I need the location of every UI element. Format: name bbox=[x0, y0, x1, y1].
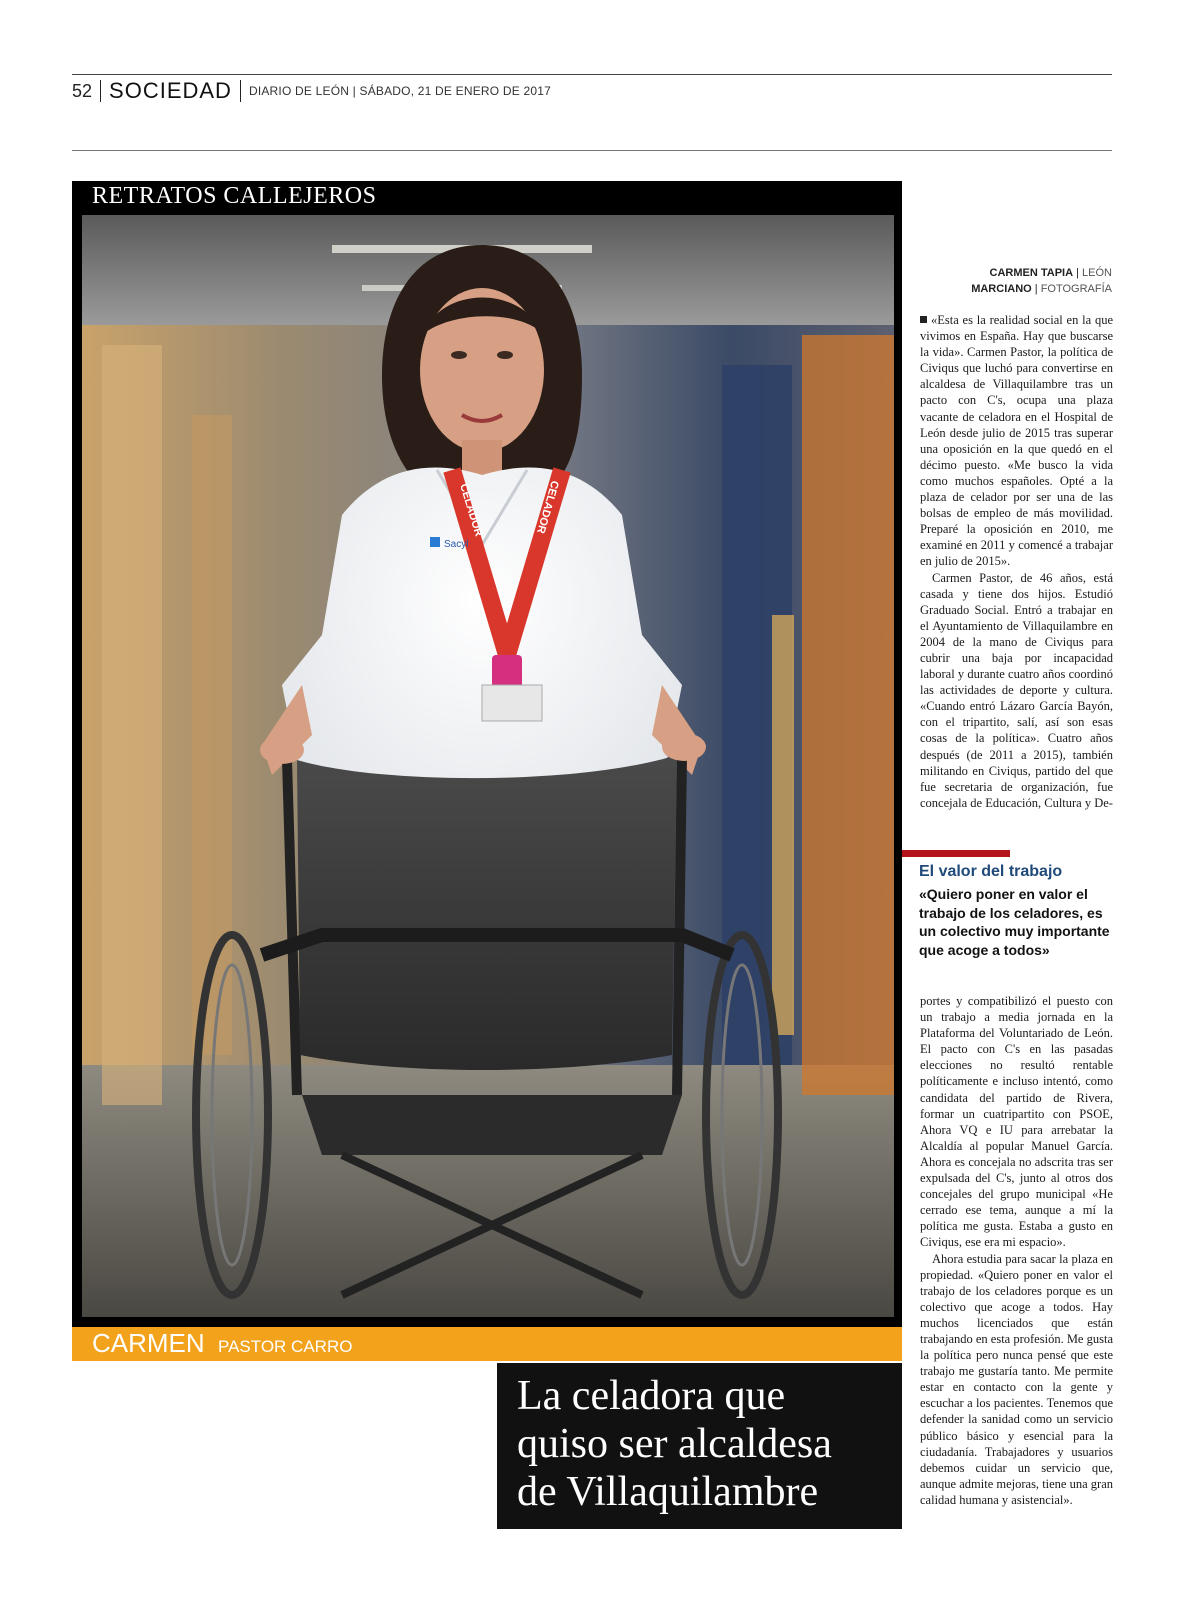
photographer-role: FOTOGRAFÍA bbox=[1040, 283, 1112, 295]
photographer-name: MARCIANO bbox=[971, 283, 1032, 295]
page-number: 52 bbox=[72, 80, 93, 101]
subject-first-name: CARMEN bbox=[92, 1328, 205, 1358]
headline-line-1: La celadora que bbox=[517, 1373, 786, 1419]
portrait-photo-illustration bbox=[82, 215, 894, 1317]
pull-quote-title: El valor del trabajo bbox=[919, 863, 1063, 880]
body-paragraph: portes y compatibilizó el puesto con un trabajo a media jornada en la Plataforma del Voluntariado de León. El pacto con C's en las pasadas elecciones no resultó rentable políticamente e incluso intentó, como candidata del partido de Rivera, formar un cuatripartito con PSOE, Ahora VQ e IU para arrebatar la Alcaldía al popular Manuel García. Ahora es concejala no adscrita tras ser expulsada del C's, junto al otros dos concejales del grupo municipal «He cerrado ese tema, aunque a mí la política me gusta. Estaba a gusto en Civiqus, ese era mi espacio». bbox=[920, 994, 1113, 1250]
lanyard-text-right: CELADOR bbox=[534, 479, 561, 535]
byline: CARMEN TAPIA | LEÓN MARCIANO | FOTOGRAFÍA bbox=[971, 267, 1112, 295]
pull-quote-rule bbox=[902, 850, 1010, 857]
paragraph-start-square-icon bbox=[920, 316, 927, 323]
body-paragraph: Ahora estudia para sacar la plaza en propiedad. «Quiero poner en valor el trabajo de los celadores porque es un colectivo que acoge a todos. Hay muchos licenciados que están trabajando en esta profesión. Me gusta la política pero nunca pensé que este trabajo me gustaría tanto. Me permite estar en contacto con la gente y escuchar a los pacientes. Tenemos que defender la sanidad como un servicio público básico y esencial para la ciudadanía. Trabajadores y usuarios debemos cuidar un servicio que, aunque admite mejoras, tiene una gran calidad humana y asistencial». bbox=[920, 1251, 1113, 1507]
body-paragraph: Carmen Pastor, de 46 años, está casada y tiene dos hijos. Estudió Graduado Social. Entró a trabajar en el Ayuntamiento de Villaquilambre en 2004 de la mano de Civiqus para cubrir una baja por incapacidad laboral y durante cuatro años coordinó las actividades de deporte y cultura. «Cuando entró Lázaro García Bayón, con el tripartito, salí, así son esas cosas de la política». Cuatro años después (de 2011 a 2015), también militando en Civiqus, partido del que fue secretaria de organización, fue concejala de Educación, Cultura y De- bbox=[920, 570, 1113, 810]
article-body-part-1 bbox=[920, 312, 1113, 811]
author-place: LEÓN bbox=[1082, 267, 1112, 279]
article-body-part-2 bbox=[920, 993, 1113, 1508]
page-header bbox=[72, 78, 551, 104]
author-name: CARMEN TAPIA bbox=[989, 267, 1074, 279]
publication-meta: DIARIO DE LEÓN | SÁBADO, 21 DE ENERO DE 2017 bbox=[248, 84, 551, 98]
subject-surnames: PASTOR CARRO bbox=[218, 1337, 353, 1356]
uniform-logo-text: Sacyl bbox=[444, 539, 469, 550]
lanyard-text-left: CELADOR bbox=[457, 482, 485, 538]
headline-line-2: quiso ser alcaldesa bbox=[517, 1421, 832, 1467]
photo-series-title: RETRATOS CALLEJEROS bbox=[92, 183, 377, 209]
header-divider bbox=[100, 80, 101, 102]
body-paragraph-text: «Esta es la realidad social en la que vivimos en España. Hay que buscarse la vida». Carmen Pastor, la política de Civiqus que luchó para convertirse en alcaldesa de Villaquilambre tras un pacto con C's, ocupa una plaza vacante de celadora en el Hospital de León desde julio de 2015 tras superar una oposición en la que quedó en el décimo puesto. «Me busco la vida como muchos españoles. Opté a la plaza de celador por ser una de las bolsas de empleo de más movilidad. Preparé la oposición en 2010, me examiné en 2011 y comencé a trabajar en julio de 2015». bbox=[920, 313, 1113, 569]
section-name: SOCIEDAD bbox=[109, 78, 232, 103]
headline-line-3: de Villaquilambre bbox=[517, 1469, 819, 1515]
header-bottom-rule bbox=[72, 150, 1112, 151]
body-paragraph bbox=[920, 312, 1113, 570]
pull-quote-text: «Quiero poner en valor el trabajo de los celadores, es un colectivo muy importante que acoge a todos» bbox=[919, 886, 1110, 958]
header-top-rule bbox=[72, 74, 1112, 75]
headline bbox=[517, 1372, 897, 1516]
portrait-photo bbox=[82, 215, 894, 1317]
header-divider bbox=[240, 80, 241, 102]
